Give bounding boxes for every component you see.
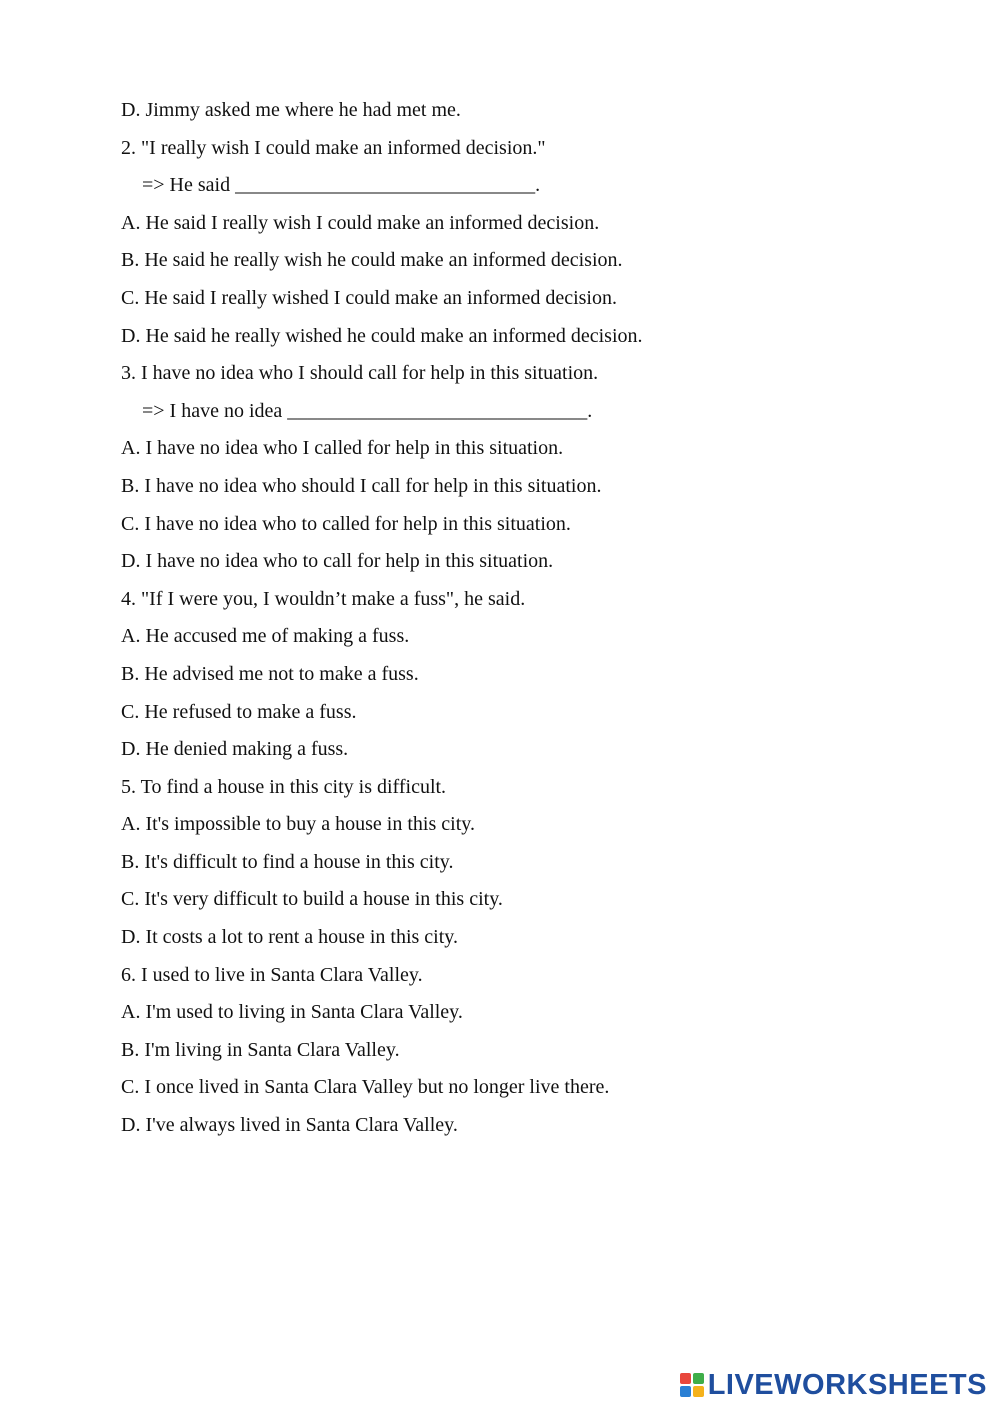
answer-option: C. I once lived in Santa Clara Valley but no longer live there. <box>121 1076 610 1099</box>
question-text: 2. "I really wish I could make an informed decision." <box>121 136 546 159</box>
rewrite-prompt: => I have no idea ______________________________. <box>142 399 593 422</box>
logo-square-icon <box>693 1386 704 1397</box>
logo-square-icon <box>693 1373 704 1384</box>
answer-option: A. He accused me of making a fuss. <box>121 625 410 648</box>
answer-option: D. Jimmy asked me where he had met me. <box>121 99 461 121</box>
answer-option: D. He said he really wished he could make an informed decision. <box>121 324 643 347</box>
answer-option: B. It's difficult to find a house in this city. <box>121 850 454 873</box>
answer-option: D. I've always lived in Santa Clara Valley. <box>121 1114 458 1137</box>
answer-option: C. He refused to make a fuss. <box>121 700 357 723</box>
answer-option: A. It's impossible to buy a house in this city. <box>121 813 475 836</box>
answer-option: C. It's very difficult to build a house in this city. <box>121 888 503 911</box>
logo-square-icon <box>680 1373 691 1384</box>
answer-option: C. I have no idea who to called for help in this situation. <box>121 512 571 535</box>
logo-square-icon <box>680 1386 691 1397</box>
answer-option: B. He said he really wish he could make an informed decision. <box>121 249 623 272</box>
question-text: 3. I have no idea who I should call for help in this situation. <box>121 362 599 385</box>
question-text: 4. "If I were you, I wouldn’t make a fuss", he said. <box>121 587 526 610</box>
answer-option: C. He said I really wished I could make an informed decision. <box>121 286 617 309</box>
answer-option: D. I have no idea who to call for help in this situation. <box>121 550 554 573</box>
answer-option: A. He said I really wish I could make an informed decision. <box>121 211 600 234</box>
answer-option: B. He advised me not to make a fuss. <box>121 662 419 685</box>
logo-text: LIVEWORKSHEETS <box>707 1368 987 1401</box>
answer-option: D. It costs a lot to rent a house in this city. <box>121 926 458 949</box>
rewrite-prompt: => He said ______________________________. <box>142 174 541 197</box>
answer-option: B. I have no idea who should I call for help in this situation. <box>121 474 602 497</box>
answer-option: D. He denied making a fuss. <box>121 738 349 761</box>
liveworksheets-mark-icon <box>680 1373 704 1397</box>
liveworksheets-logo <box>680 1370 987 1400</box>
worksheet-content <box>121 92 941 1145</box>
answer-option: A. I have no idea who I called for help in this situation. <box>121 437 564 460</box>
question-text: 6. I used to live in Santa Clara Valley. <box>121 963 423 986</box>
question-text: 5. To find a house in this city is difficult. <box>121 775 447 798</box>
answer-option: B. I'm living in Santa Clara Valley. <box>121 1038 400 1061</box>
answer-option: A. I'm used to living in Santa Clara Valley. <box>121 1001 463 1024</box>
